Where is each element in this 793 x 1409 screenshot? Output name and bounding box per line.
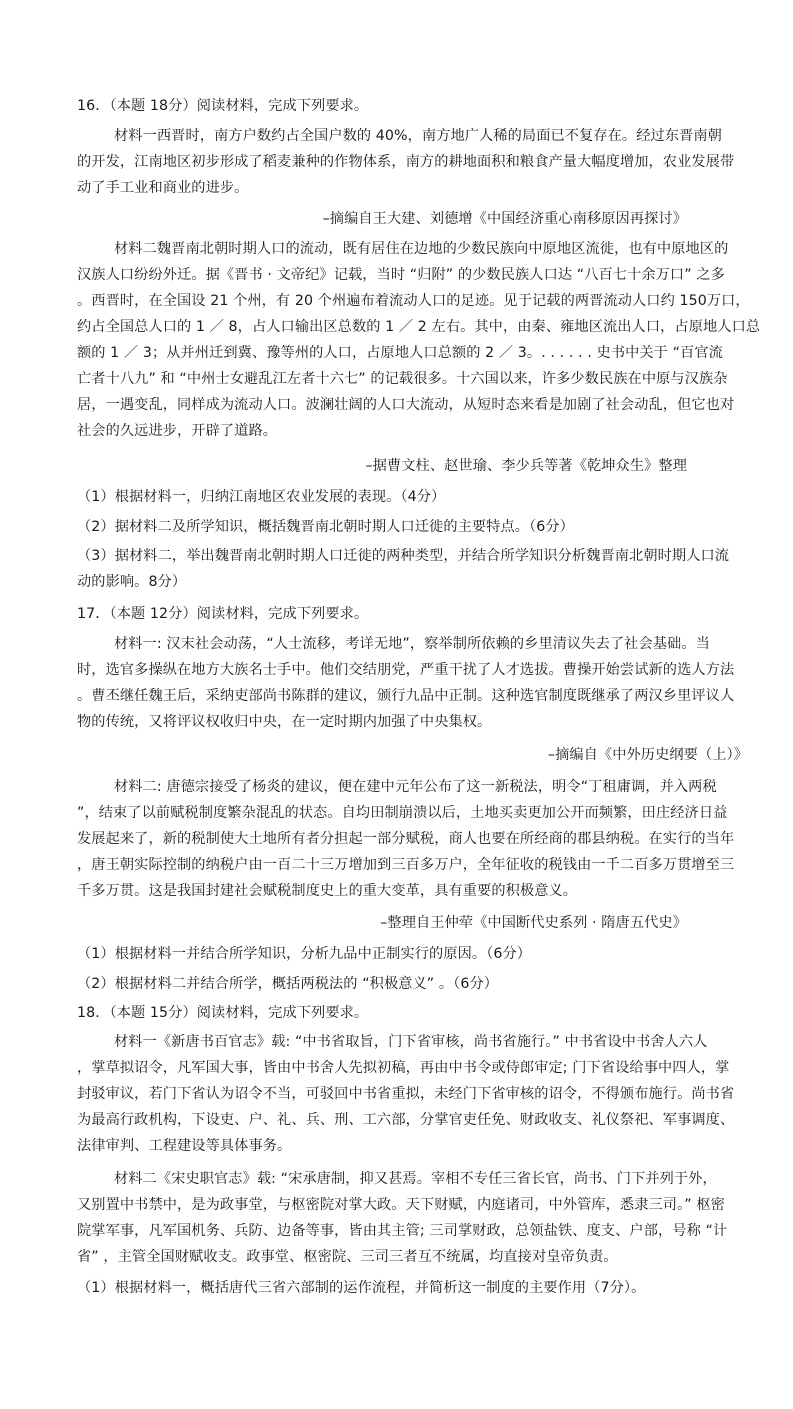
q18-m1-line: ，掌草拟诏令，凡军国大事，皆由中书舍人先拟初稿，再由中书令或侍郎审定; 门下省设给事中四人，掌 — [77, 1060, 730, 1076]
q18-question-1: （1）根据材料一，概括唐代三省六部制的运作流程，并简析这一制度的主要作用（7分）。 — [77, 1280, 646, 1296]
q17-m2-source: –整理自王仲荦《中国断代史系列 · 隋唐五代史》 — [380, 915, 687, 931]
q17-m1-line: 。曹丕继任魏王后，采纳吏部尚书陈群的建议，颁行九品中正制。这种选官制度既继承了两汉乡里评议人 — [77, 688, 735, 704]
q16-m1-line: 材料一西晋时，南方户数约占全国户数的 40%，南方地广人稀的局面已不复存在。经过东晋南朝 — [114, 128, 722, 144]
q17-m1-source: –摘编自《中外历史纲要（上）》 — [547, 747, 748, 763]
q16-m2-line: 材料二魏晋南北朝时期人口的流动，既有居住在边地的少数民族向中原地区流徙，也有中原地区的 — [114, 241, 729, 257]
q17-m2-line: 材料二: 唐德宗接受了杨炎的建议，便在建中元年公布了这一新税法，明令“丁租庸调，并入两税 — [114, 779, 717, 795]
q16-m2-source: –据曹文柱、赵世瑜、李少兵等著《乾坤众生》整理 — [365, 458, 687, 474]
q17-m2-line: 千多万贯。这是我国封建社会赋税制度史上的重大变革，具有重要的积极意义。 — [77, 883, 578, 899]
q18-header: 18．（本题 15分）阅读材料，完成下列要求。 — [77, 1005, 369, 1021]
q16-question-1: （1）根据材料一，归纳江南地区农业发展的表现。（4分） — [77, 489, 446, 505]
q17-m2-line: ”，结束了以前赋税制度繁杂混乱的状态。自均田制崩溃以后，土地买卖更加公开而频繁，田庄经济日益 — [77, 805, 728, 821]
q16-question-2: （2）据材料二及所学知识，概括魏晋南北朝时期人口迁徙的主要特点。（6分） — [77, 519, 574, 535]
q18-m1-line: 法律审判、工程建设等具体事务。 — [77, 1138, 292, 1154]
q16-m2-line: 亡者十八九” 和 “中州士女避乱江左者十六七” 的记载很多。十六国以来，许多少数民族在中原与汉族杂 — [77, 371, 728, 387]
q16-m2-line: 额的 1 ／ 3；从并州迁到冀、豫等州的人口，占原地人口总额的 2 ／ 3。. . . . . . 史书中关于 “百官流 — [77, 345, 723, 361]
q18-m2-line: 又别置中书禁中，是为政事堂，与枢密院对掌大政。天下财赋，内庭诸司，中外管库，悉隶三司。” 枢密 — [77, 1197, 725, 1213]
q17-question-2: （2）根据材料二并结合所学，概括两税法的 “积极意义” 。（6分） — [77, 976, 499, 992]
q17-header: 17．（本题 12分）阅读材料，完成下列要求。 — [77, 606, 369, 622]
q16-m2-line: 汉族人口纷纷外迁。据《晋书 · 文帝纪》记载，当时 “归附” 的少数民族人口达 “八百七十余万口” 之多 — [77, 267, 725, 283]
q16-question-3-cont: 动的影响。8分） — [77, 574, 187, 590]
q18-m1-line: 材料一《新唐书百官志》载: “中书省取旨，门下省审核，尚书省施行。” 中书省设中书舍人六人 — [114, 1034, 708, 1050]
q18-m2-line: 院掌军事，凡军国机务、兵防、边备等事，皆由其主管; 三司掌财政，总领盐铁、度支、户部，号称 “计 — [77, 1223, 728, 1239]
q17-question-1: （1）根据材料一并结合所学知识，分析九品中正制实行的原因。（6分） — [77, 946, 532, 962]
q18-m2-line: 材料二《宋史职官志》载: “宋承唐制，抑又甚焉。宰相不专任三省长官，尚书、门下并列于外， — [114, 1171, 717, 1187]
q16-question-3: （3）据材料二，举出魏晋南北朝时期人口迁徙的两种类型，并结合所学知识分析魏晋南北朝时期人口流 — [77, 548, 730, 564]
q16-m2-line: 约占全国总人口的 1 ／ 8，占人口输出区总数的 1 ／ 2 左右。其中，由秦、雍地区流出人口，占原地人口总 — [77, 319, 761, 335]
q17-m1-line: 时，选官多操纵在地方大族名士手中。他们交结朋党，严重干扰了人才选拔。曹操开始尝试新的选人方法 — [77, 662, 735, 678]
q16-m2-line: 。西晋时，在全国设 21 个州，有 20 个州遍布着流动人口的足迹。见于记载的两晋流动人口约 150万口， — [77, 293, 750, 309]
q17-m1-line: 材料一: 汉末社会动荡，“人士流移，考详无地”，察举制所依赖的乡里清议失去了社会基础。当 — [114, 636, 710, 652]
q17-m2-line: ，唐王朝实际控制的纳税户由一百二十三万增加到三百多万户，全年征收的税钱由一千二百多万贯增至三 — [77, 857, 735, 873]
q16-m2-line: 居，一遇变乱，同样成为流动人口。波澜壮阔的人口大流动，从短时态来看是加剧了社会动乱，但它也对 — [77, 397, 735, 413]
q16-m1-line: 的开发，江南地区初步形成了稻麦兼种的作物体系，南方的耕地面积和粮食产量大幅度增加，农业发展带 — [77, 154, 735, 170]
q17-m1-line: 物的传统，又将评议权收归中央，在一定时期内加强了中央集权。 — [77, 714, 492, 730]
q16-m1-source: –摘编自王大建、刘德增《中国经济重心南移原因再探讨》 — [322, 211, 687, 227]
q16-m2-line: 社会的久远进步，开辟了道路。 — [77, 423, 278, 439]
q18-m1-line: 封驳审议，若门下省认为诏令不当，可驳回中书省重拟，未经门下省审核的诏令，不得颁布施行。尚书省 — [77, 1086, 735, 1102]
q18-m2-line: 省” ，主管全国财赋收支。政事堂、枢密院、三司三者互不统属，均直接对皇帝负责。 — [77, 1249, 618, 1265]
q16-header: 16．（本题 18分）阅读材料，完成下列要求。 — [77, 98, 369, 114]
q18-m1-line: 为最高行政机构，下设吏、户、礼、兵、刑、工六部，分掌官吏任免、财政收支、礼仪祭祀、军事调度、 — [77, 1112, 735, 1128]
q16-m1-line: 动了手工业和商业的进步。 — [77, 180, 249, 196]
q17-m2-line: 发展起来了，新的税制使大土地所有者分担起一部分赋税，商人也要在所经商的郡县纳税。在实行的当年 — [77, 831, 735, 847]
